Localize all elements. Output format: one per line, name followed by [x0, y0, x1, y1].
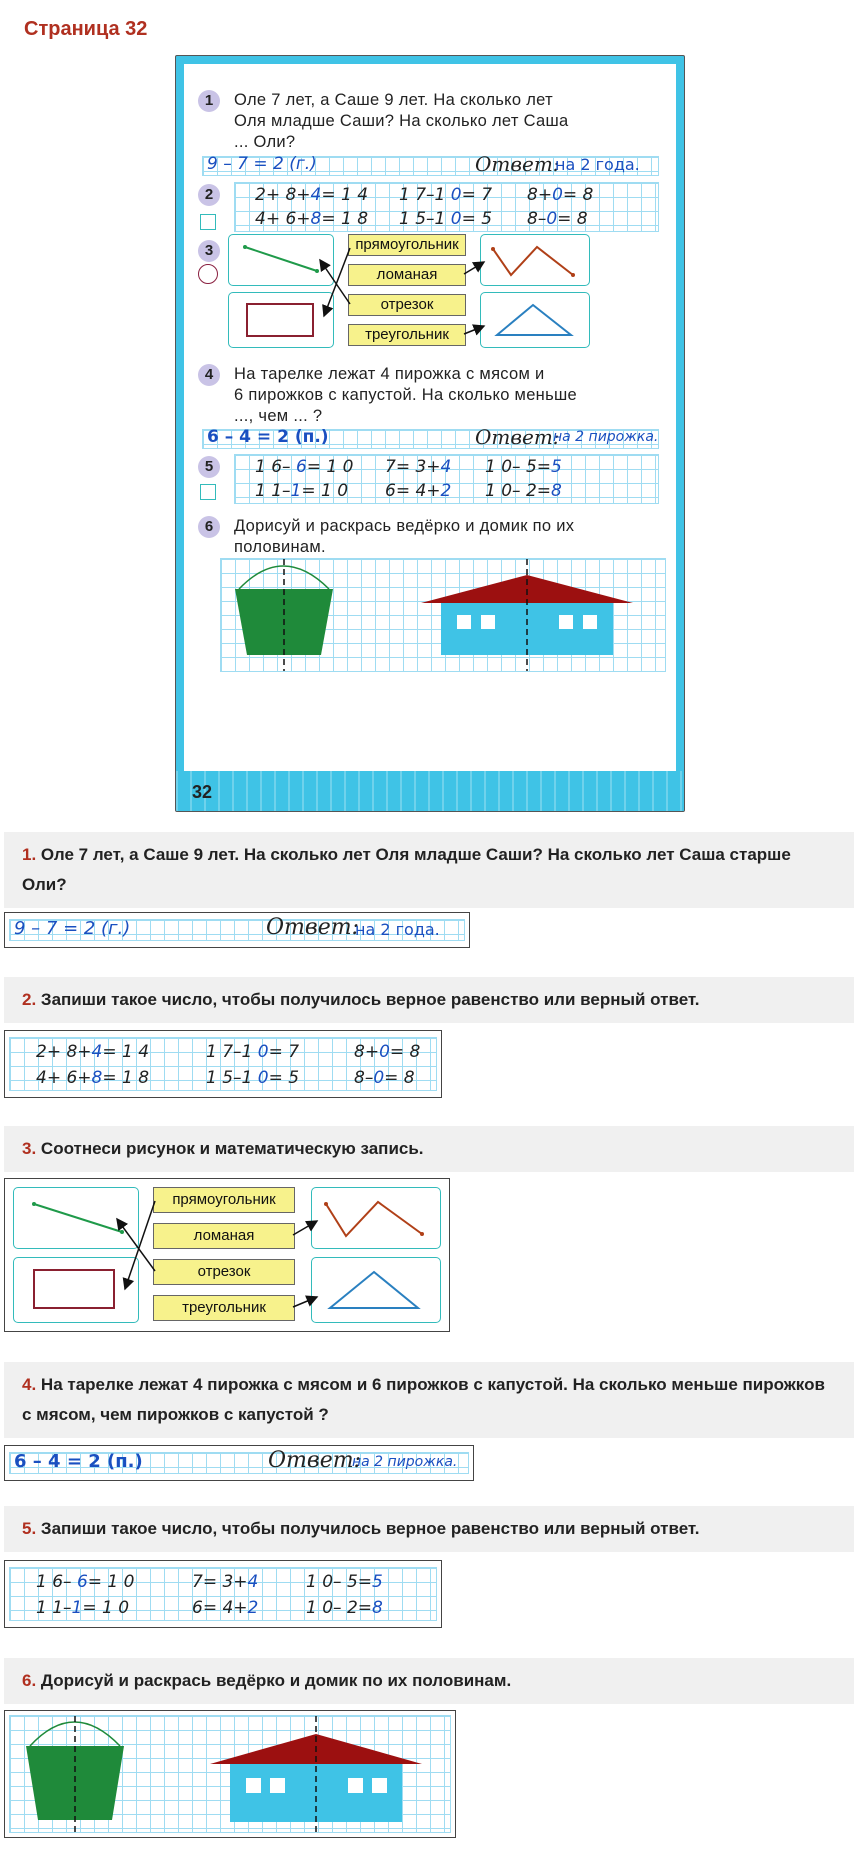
answer4-value: на 2 пирожка. [352, 1454, 458, 1470]
answer1-box [4, 912, 470, 948]
question-2: 2. Запиши такое число, чтобы получилось верное равенство или верный ответ. [4, 977, 854, 1023]
answer4-expression: 6 – 4 = 2 (п.) [207, 427, 329, 447]
answer3-box [4, 1178, 450, 1332]
answer3-arrows [5, 1179, 449, 1331]
task6-line: Дорисуй и раскрась ведёрко и домик по их [234, 517, 575, 535]
checkbox-square-icon [200, 484, 216, 500]
answer1-expression: 9 – 7 = 2 (г.) [207, 154, 317, 174]
task1-line: Оля младше Саши? На сколько лет Саша [234, 112, 569, 130]
expr-2-1: 2+ 8+4= 1 4 [255, 185, 369, 205]
answer2-box: 2+ 8+4= 1 4 1 7–1 0= 7 8+0= 8 4+ 6+8= 1 8 1 5–1 0= 5 8–0= 8 [4, 1030, 442, 1098]
answer1-expression: 9 – 7 = 2 (г.) [14, 918, 131, 939]
answer1-label: Ответ: [475, 152, 560, 176]
answer5-box: 1 6– 6= 1 0 7= 3+4 1 0– 5=5 1 1–1= 1 0 6= 4+2 1 0– 2=8 [4, 1560, 442, 1628]
task-number-5: 5 [198, 456, 220, 478]
task6-line: половинам. [234, 538, 326, 556]
label-triangle: треугольник [153, 1295, 295, 1321]
answer4-strip [202, 425, 659, 449]
label-rectangle: прямоугольник [348, 234, 466, 256]
task4-line: ..., чем ... ? [234, 407, 323, 425]
answer1-value: на 2 года. [555, 155, 640, 174]
answer4-label: Ответ: [475, 425, 560, 449]
task5-grid [234, 454, 659, 504]
page-title: Страница 32 [24, 18, 148, 40]
bucket-and-house-drawing [221, 559, 665, 671]
task1-line: Оле 7 лет, а Саше 9 лет. На сколько лет [234, 91, 553, 109]
answer4-value: на 2 пирожка. [553, 429, 659, 445]
bucket-and-house-answer [10, 1716, 450, 1832]
label-segment: отрезок [153, 1259, 295, 1285]
task4-line: 6 пирожков с капустой. На сколько меньше [234, 386, 577, 404]
expr-5-3: 1 0– 5=5 [485, 457, 562, 477]
task4-text [234, 364, 654, 427]
task3-arrows [184, 64, 676, 364]
expr-5-6: 1 0– 2=8 [485, 481, 562, 501]
task-number-2: 2 [198, 184, 220, 206]
question-3: 3. Соотнеси рисунок и математическую запись. [4, 1126, 854, 1172]
task4-line: На тарелке лежат 4 пирожка с мясом и [234, 365, 545, 383]
task1-line: ... Оли? [234, 133, 296, 151]
expr-5-2: 7= 3+4 [385, 457, 452, 477]
question-1: 1. Оле 7 лет, а Саше 9 лет. На сколько лет Оля младше Саши? На сколько лет Саша старше Оли? [4, 832, 854, 908]
drawing-grid [220, 558, 666, 672]
textbook-page [175, 55, 685, 812]
expr-2-5: 1 5–1 0= 5 [399, 209, 493, 229]
label-polyline: ломаная [153, 1223, 295, 1249]
task6-text [234, 516, 654, 558]
answer6-box [4, 1710, 456, 1838]
expr-2-3: 8+0= 8 [527, 185, 594, 205]
expr-2-6: 8–0= 8 [527, 209, 588, 229]
page-number: 32 [192, 782, 213, 802]
task-number-3: 3 [198, 240, 220, 262]
answer1-value: на 2 года. [355, 920, 440, 939]
expr-2-2: 1 7–1 0= 7 [399, 185, 493, 205]
label-triangle: треугольник [348, 324, 466, 346]
expr-5-5: 6= 4+2 [385, 481, 452, 501]
answer4-expression: 6 – 4 = 2 (п.) [14, 1451, 143, 1472]
answer4-label: Ответ: [268, 1448, 361, 1473]
question-6: 6. Дорисуй и раскрась ведёрко и домик по их половинам. [4, 1658, 854, 1704]
answer1-label: Ответ: [266, 915, 359, 940]
question-5: 5. Запиши такое число, чтобы получилось верное равенство или верный ответ. [4, 1506, 854, 1552]
answer4-box [4, 1445, 474, 1481]
expr-5-4: 1 1–1= 1 0 [255, 481, 349, 501]
label-rectangle: прямоугольник [153, 1187, 295, 1213]
expr-2-4: 4+ 6+8= 1 8 [255, 209, 369, 229]
task-number-6: 6 [198, 516, 220, 538]
task-number-4: 4 [198, 364, 220, 386]
question-4: 4. На тарелке лежат 4 пирожка с мясом и 6 пирожков с капустой. На сколько меньше пирожков с мясом, чем пирожков с капустой ? [4, 1362, 854, 1438]
task-number-1: 1 [198, 90, 220, 112]
label-polyline: ломаная [348, 264, 466, 286]
label-segment: отрезок [348, 294, 466, 316]
page-footer [176, 771, 684, 811]
expr-5-1: 1 6– 6= 1 0 [255, 457, 354, 477]
